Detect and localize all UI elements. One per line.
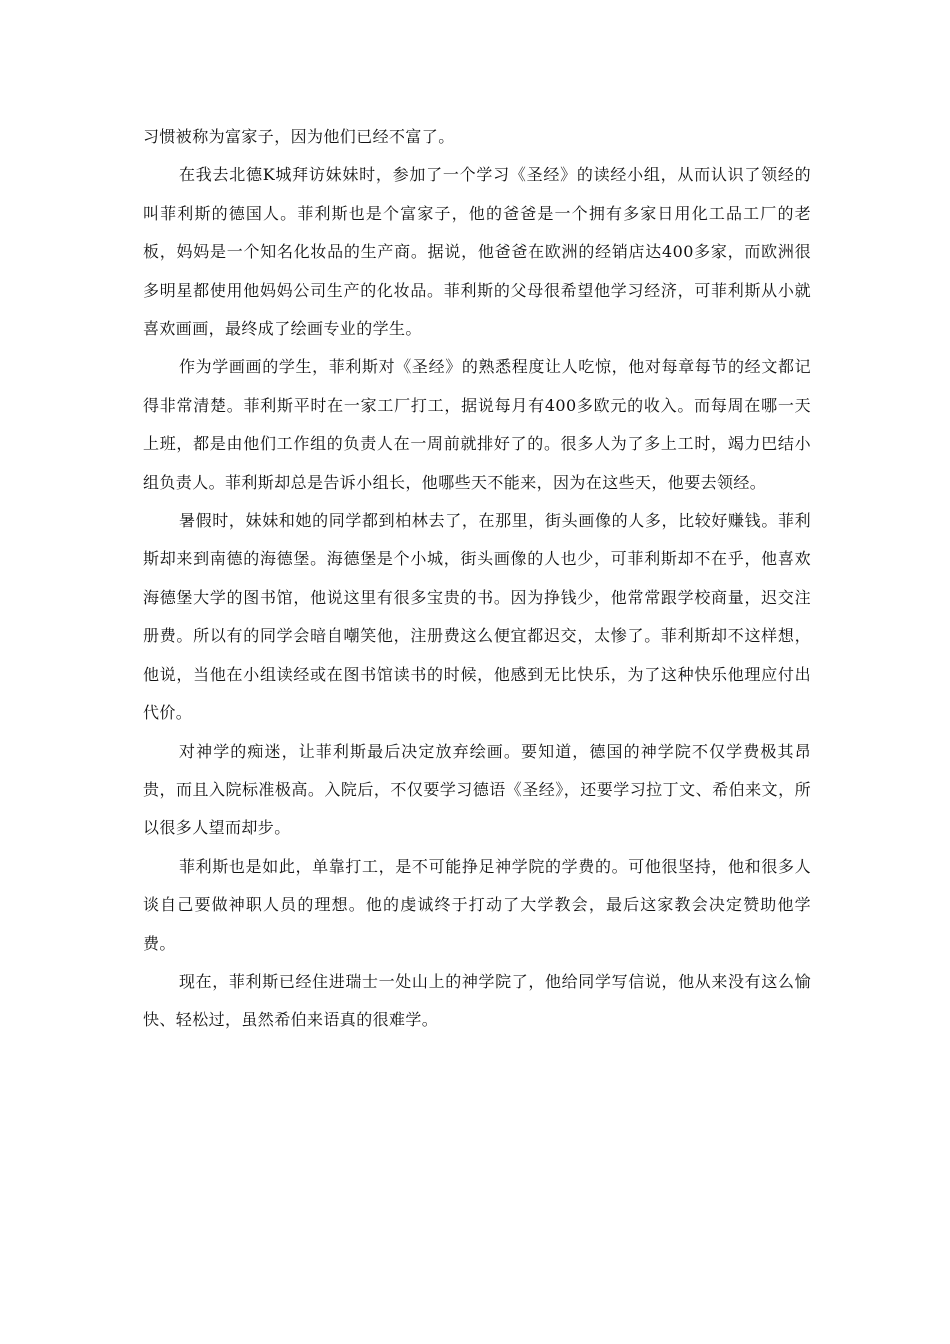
paragraph-scripture-knowledge: 作为学画画的学生，菲利斯对《圣经》的熟悉程度让人吃惊，他对每章每节的经文都记得非常清楚。菲利斯平时在一家工厂打工，据说每月有400多欧元的收入。而每周在哪一天上班，都是由他们工作组的负责人在一周前就排好了的。很多人为了多上工时，竭力巴结小组负责人。菲利斯却总是告诉小组长，他哪些天不能来，因为在这些天，他要去领经。 [143, 357, 811, 492]
paragraph-visit-reading-group: 在我去北德K城拜访妹妹时，参加了一个学习《圣经》的读经小组，从而认识了领经的叫菲利斯的德国人。菲利斯也是个富家子，他的爸爸是一个拥有多家日用化工品工厂的老板，妈妈是一个知名化妆品的生产商。据说，他爸爸在欧洲的经销店达400多家，而欧洲很多明星都使用他妈妈公司生产的化妆品。菲利斯的父母很希望他学习经济，可菲利斯从小就喜欢画画，最终成了绘画专业的学生。 [143, 165, 811, 339]
paragraph-summer-heidelberg: 暑假时，妹妹和她的同学都到柏林去了，在那里，街头画像的人多，比较好赚钱。菲利斯却来到南德的海德堡。海德堡是个小城，街头画像的人也少，可菲利斯却不在乎，他喜欢海德堡大学的图书馆，他说这里有很多宝贵的书。因为挣钱少，他常常跟学校商量，迟交注册费。所以有的同学会暗自嘲笑他，注册费这么便宜都迟交，太惨了。菲利斯却不这样想，他说，当他在小组读经或在图书馆读书的时候，他感到无比快乐，为了这种快乐他理应付出代价。 [143, 511, 811, 723]
article-body [143, 118, 811, 1040]
paragraph-seminary-now: 现在，菲利斯已经住进瑞士一处山上的神学院了，他给同学写信说，他从来没有这么愉快、轻松过，虽然希伯来语真的很难学。 [143, 971, 811, 1030]
paragraph-tuition-sponsorship: 菲利斯也是如此，单靠打工，是不可能挣足神学院的学费的。可他很坚持，他和很多人谈自己要做神职人员的理想。他的虔诚终于打动了大学教会，最后这家教会决定赞助他学费。 [143, 856, 811, 953]
paragraph-continuation: 习惯被称为富家子，因为他们已经不富了。 [143, 127, 455, 146]
paragraph-theology-decision: 对神学的痴迷，让菲利斯最后决定放弃绘画。要知道，德国的神学院不仅学费极其昂贵，而且入院标准极高。入院后，不仅要学习德语《圣经》，还要学习拉丁文、希伯来文，所以很多人望而却步。 [143, 741, 811, 838]
